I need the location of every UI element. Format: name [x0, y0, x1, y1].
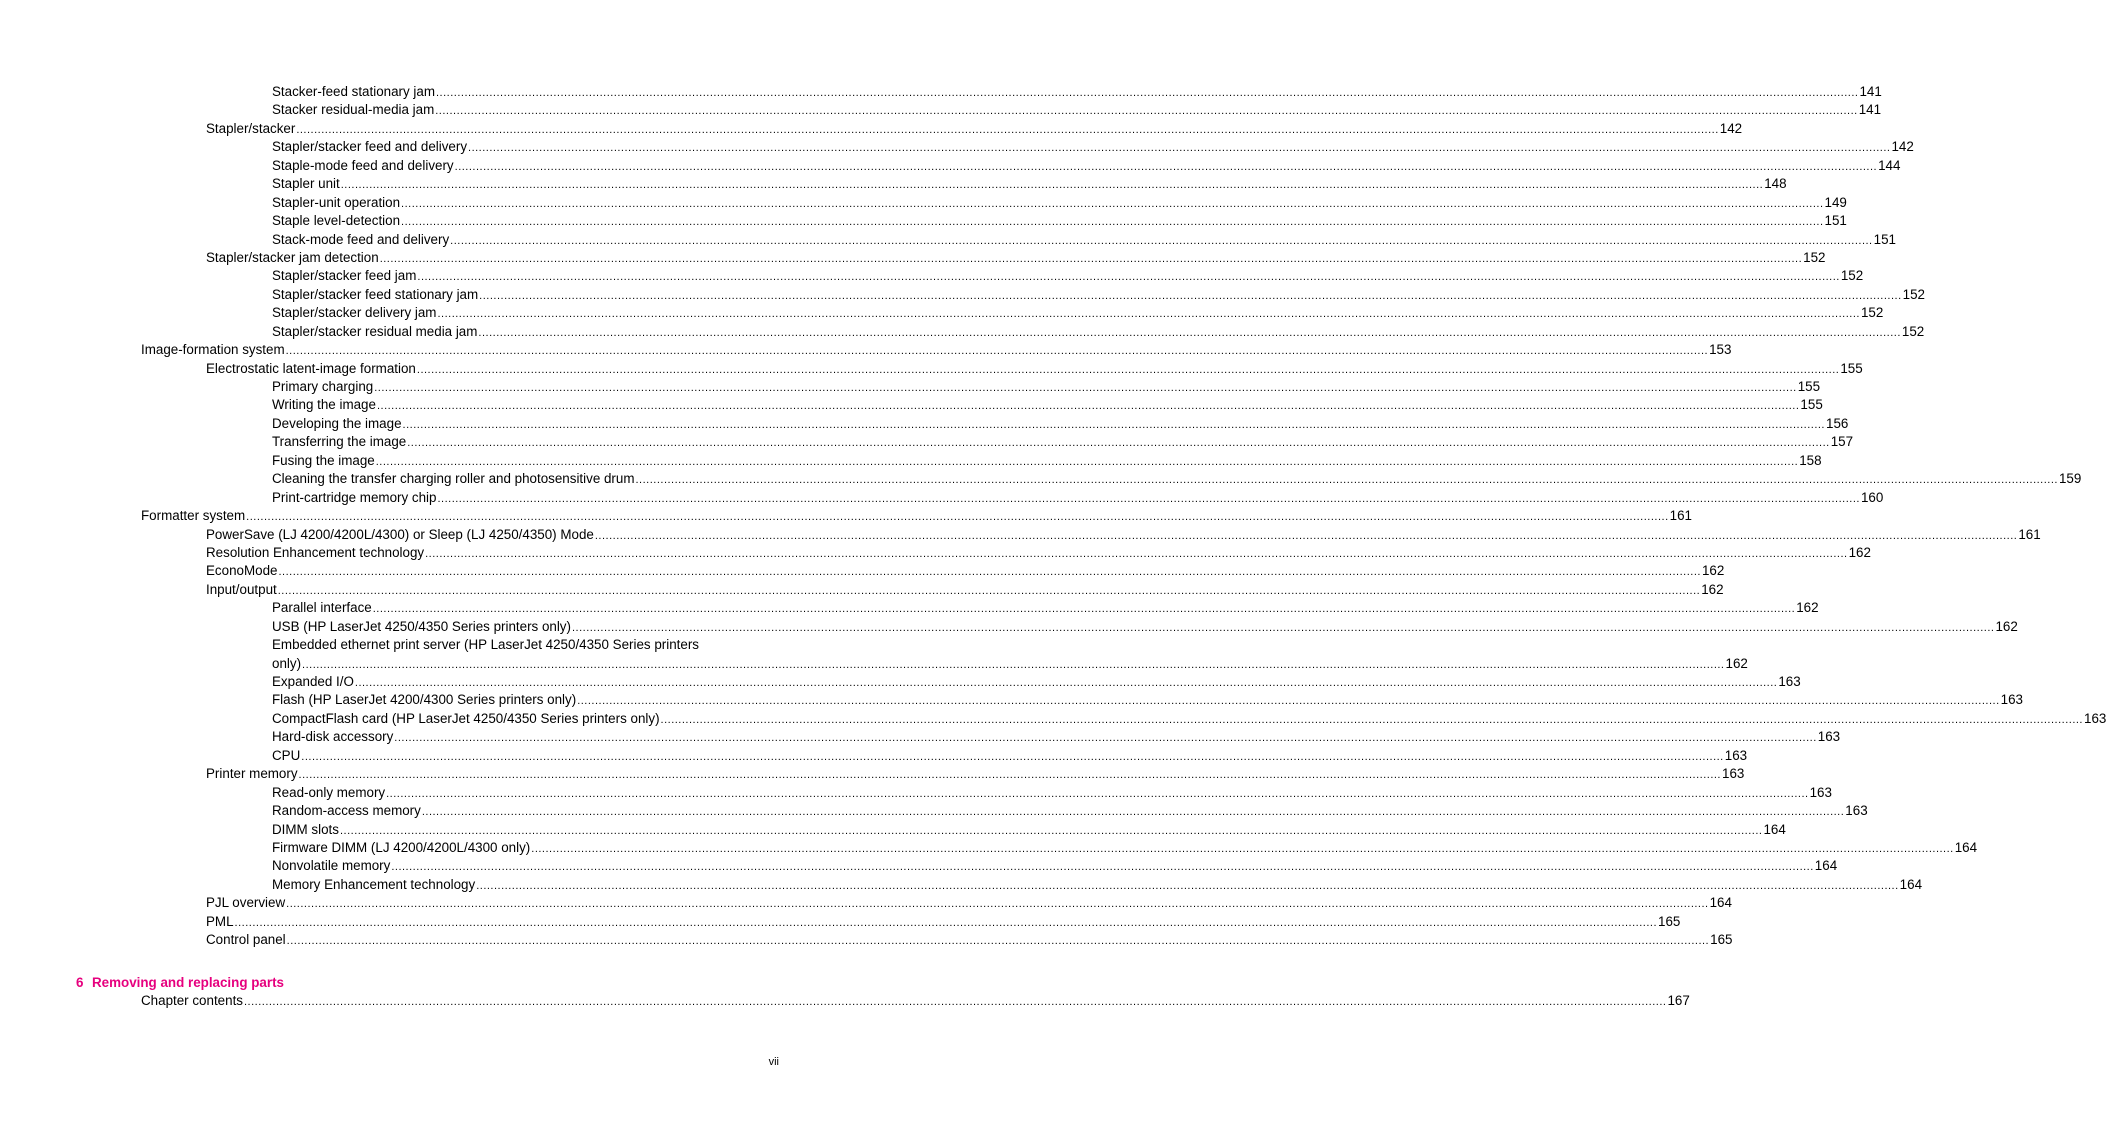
- toc-entry-page: 156: [1826, 415, 1849, 431]
- toc-entry-line: [272, 157, 1901, 176]
- toc-entry[interactable]: [0, 120, 1743, 138]
- toc-entry-title: CompactFlash card (HP LaserJet 4250/4350 Series printers only): [272, 710, 660, 726]
- toc-entry-title: Flash (HP LaserJet 4200/4300 Series printers only): [272, 692, 577, 708]
- toc-entry-title: EconoMode: [206, 563, 278, 579]
- toc-entry[interactable]: [0, 249, 1826, 267]
- toc-entry-title: PowerSave (LJ 4200/4200L/4300) or Sleep (LJ 4250/4350) Mode: [206, 526, 594, 542]
- toc-entry[interactable]: [0, 304, 1884, 322]
- dot-leader: ................................................................................................................................................................................................................................................................................................................................................................................................................: [437, 308, 1860, 321]
- toc-entry-line: [206, 765, 1745, 784]
- toc-entry-page: 155: [1800, 397, 1823, 413]
- toc-entry-page: 160: [1860, 489, 1884, 505]
- toc-entry[interactable]: [0, 857, 1838, 875]
- toc-entry-page: 142: [1891, 139, 1914, 155]
- toc-entry-page: 162: [1796, 600, 1819, 616]
- toc-entry[interactable]: [0, 526, 2041, 544]
- toc-entry-title: DIMM slots: [272, 821, 339, 837]
- toc-entry-page: 163: [1778, 674, 1801, 690]
- dot-leader: ................................................................................................................................................................................................................................................................................................................................................................................................................: [278, 566, 1701, 579]
- dot-leader: ................................................................................................................................................................................................................................................................................................................................................................................................................: [468, 142, 1891, 155]
- section-spacer: [0, 950, 843, 974]
- toc-entry-page: 163: [1845, 803, 1868, 819]
- toc-entry-title: PML: [206, 913, 234, 929]
- toc-entry-page: 162: [1995, 618, 2018, 634]
- toc-entry-line: [272, 728, 1841, 747]
- toc-entry-line: [272, 396, 1823, 415]
- toc-entry[interactable]: [0, 992, 1690, 1010]
- dot-leader: ................................................................................................................................................................................................................................................................................................................................................................................................................: [454, 160, 1878, 173]
- toc-entry[interactable]: [0, 138, 1914, 156]
- toc-entry-page: 149: [1824, 194, 1847, 210]
- toc-entry-page: 155: [1797, 379, 1821, 394]
- toc-entry-title: Input/output: [206, 581, 277, 597]
- toc-entry-title: Image-formation system: [141, 342, 285, 358]
- toc-entry-title: Expanded I/O: [272, 674, 354, 690]
- dot-leader: ................................................................................................................................................................................................................................................................................................................................................................................................................: [285, 345, 1709, 358]
- toc-entry-title: Formatter system: [141, 508, 246, 524]
- toc-entry-line: [206, 581, 1724, 600]
- toc-entry-page: 165: [1658, 913, 1681, 929]
- toc-entry[interactable]: [0, 83, 1882, 101]
- toc-entry[interactable]: [0, 765, 1745, 783]
- toc-entry-page: 144: [1878, 157, 1901, 173]
- dot-leader: ................................................................................................................................................................................................................................................................................................................................................................................................................: [401, 197, 1824, 210]
- dot-leader: ................................................................................................................................................................................................................................................................................................................................................................................................................: [286, 898, 1709, 911]
- toc-entry-page: 151: [1873, 231, 1896, 247]
- dot-leader: ................................................................................................................................................................................................................................................................................................................................................................................................................: [416, 363, 1840, 376]
- toc-entry-line: [272, 304, 1884, 323]
- toc-entry-page: 163: [1817, 729, 1841, 745]
- toc-entry-page: 162: [1701, 581, 1724, 597]
- toc-entry[interactable]: [0, 267, 1864, 285]
- toc-entry-line: [272, 378, 1821, 397]
- toc-entry-page: 152: [1803, 249, 1826, 265]
- toc-entry[interactable]: [0, 581, 1724, 599]
- dot-leader: ................................................................................................................................................................................................................................................................................................................................................................................................................: [339, 824, 1763, 837]
- toc-entry-title: PJL overview: [206, 895, 286, 911]
- toc-entry-line: [272, 710, 2106, 729]
- dot-leader: ................................................................................................................................................................................................................................................................................................................................................................................................................: [577, 695, 2000, 708]
- toc-entry-line: [206, 562, 1725, 581]
- toc-entry[interactable]: [0, 212, 1847, 230]
- toc-entry-title: Staple-mode feed and delivery: [272, 157, 454, 173]
- toc-entry-line: [206, 931, 1733, 950]
- toc-entry-line: [272, 655, 1748, 674]
- toc-entry-line: [272, 673, 1801, 692]
- dot-leader: ................................................................................................................................................................................................................................................................................................................................................................................................................: [277, 584, 1701, 597]
- toc-entry-page: 162: [1725, 655, 1748, 671]
- toc-entry-title: Read-only memory: [272, 784, 386, 800]
- toc-entry-title: Stapler/stacker feed and delivery: [272, 139, 468, 155]
- toc-entry-page: 163: [2084, 710, 2106, 726]
- toc-entry[interactable]: [0, 175, 1787, 193]
- toc-entry-title: Stacker residual-media jam: [272, 102, 435, 118]
- toc-entry-page: 161: [2018, 526, 2041, 542]
- toc-entry-title: Random-access memory: [272, 803, 421, 819]
- toc-entry[interactable]: [0, 747, 1748, 765]
- dot-leader: ................................................................................................................................................................................................................................................................................................................................................................................................................: [301, 750, 1724, 763]
- toc-entry-title: Firmware DIMM (LJ 4200/4200L/4300 only): [272, 839, 531, 855]
- toc-entry[interactable]: [0, 157, 1901, 175]
- toc-entry[interactable]: [0, 378, 1821, 396]
- dot-leader: ................................................................................................................................................................................................................................................................................................................................................................................................................: [437, 492, 1860, 505]
- toc-entry-title: Control panel: [206, 932, 286, 948]
- toc-entry-title: Stapler/stacker feed stationary jam: [272, 286, 479, 302]
- toc-entry-line: [272, 175, 1787, 194]
- dot-leader: ................................................................................................................................................................................................................................................................................................................................................................................................................: [635, 474, 2058, 487]
- chapter-number: 6: [76, 974, 84, 990]
- toc-entry-title: Stapler/stacker: [206, 120, 296, 136]
- toc-entry[interactable]: [0, 839, 1978, 857]
- toc-entry-page: 163: [2000, 692, 2023, 708]
- toc-entry-page: 164: [1899, 876, 1923, 892]
- toc-entry[interactable]: [0, 691, 2023, 709]
- toc-entry-title: Primary charging: [272, 379, 374, 394]
- toc-entry-title: USB (HP LaserJet 4250/4350 Series printers only): [272, 618, 571, 634]
- toc-entry-page: 153: [1709, 342, 1732, 358]
- toc-entry-page: 158: [1799, 452, 1822, 468]
- toc-entry[interactable]: [0, 507, 1692, 525]
- toc-entry-page: 141: [1859, 84, 1882, 99]
- toc-entry-page: 151: [1824, 213, 1847, 229]
- toc-entry-title: Stacker-feed stationary jam: [272, 84, 435, 99]
- dot-leader: ................................................................................................................................................................................................................................................................................................................................................................................................................: [246, 511, 1669, 524]
- toc-entry-page: 162: [1848, 544, 1871, 560]
- toc-entry-line: [272, 286, 1925, 305]
- toc-entry[interactable]: [0, 802, 1868, 820]
- dot-leader: ................................................................................................................................................................................................................................................................................................................................................................................................................: [286, 935, 1710, 948]
- toc-entry-line: [206, 120, 1743, 139]
- toc-entry-line: [272, 267, 1864, 286]
- toc-entry-title: Stapler unit: [272, 176, 340, 192]
- toc-entry-title: Cleaning the transfer charging roller and photosensitive drum: [272, 471, 635, 487]
- toc-entry-line: [272, 231, 1896, 250]
- toc-entry-title: Print-cartridge memory chip: [272, 489, 437, 505]
- dot-leader: ................................................................................................................................................................................................................................................................................................................................................................................................................: [375, 455, 1799, 468]
- page-number: vii: [768, 1056, 779, 1068]
- toc-entry-title: Staple level-detection: [272, 213, 401, 229]
- dot-leader: ................................................................................................................................................................................................................................................................................................................................................................................................................: [571, 621, 1995, 634]
- toc-entry[interactable]: [0, 913, 1681, 931]
- toc-entry-page: 155: [1840, 360, 1863, 376]
- toc-entry-page: 152: [1902, 286, 1925, 302]
- toc-entry-page: 152: [1860, 305, 1884, 321]
- toc-entry-title: Embedded ethernet print server (HP LaserJet 4250/4350 Series printers: [272, 637, 700, 653]
- toc-entry-line: [272, 83, 1882, 102]
- toc-entry[interactable]: [0, 673, 1801, 691]
- toc-entry-line: [272, 433, 1854, 452]
- dot-leader: ................................................................................................................................................................................................................................................................................................................................................................................................................: [435, 105, 1858, 118]
- toc-entry[interactable]: [0, 636, 1748, 673]
- dot-leader: ................................................................................................................................................................................................................................................................................................................................................................................................................: [531, 842, 1954, 855]
- toc-entry[interactable]: [0, 784, 1832, 802]
- toc-entry[interactable]: [0, 433, 1854, 451]
- dot-leader: ................................................................................................................................................................................................................................................................................................................................................................................................................: [425, 547, 1848, 560]
- toc-entry-line: [272, 691, 2023, 710]
- toc-entries: [0, 83, 2106, 950]
- toc-entry[interactable]: [0, 728, 1841, 746]
- toc-entry[interactable]: [0, 562, 1725, 580]
- dot-leader: ................................................................................................................................................................................................................................................................................................................................................................................................................: [234, 916, 1658, 929]
- toc-entry-title: Chapter contents: [141, 993, 243, 1009]
- toc-entry-line: [206, 913, 1681, 932]
- toc-entry[interactable]: [0, 360, 1863, 378]
- dot-leader: ................................................................................................................................................................................................................................................................................................................................................................................................................: [354, 677, 1778, 690]
- toc-entry-page: 152: [1840, 268, 1864, 284]
- dot-leader: ................................................................................................................................................................................................................................................................................................................................................................................................................: [479, 289, 1902, 302]
- dot-leader: ................................................................................................................................................................................................................................................................................................................................................................................................................: [340, 179, 1764, 192]
- dot-leader: ................................................................................................................................................................................................................................................................................................................................................................................................................: [660, 713, 2083, 726]
- toc-entry-page: 148: [1764, 176, 1787, 192]
- toc-entry-page: 142: [1719, 120, 1743, 136]
- toc-entry-line: [206, 526, 2041, 545]
- toc-entry[interactable]: [0, 101, 1882, 119]
- toc-entry-page: 162: [1701, 563, 1725, 579]
- dot-leader: ................................................................................................................................................................................................................................................................................................................................................................................................................: [374, 382, 1797, 394]
- toc-entry-line: [272, 194, 1847, 213]
- toc-entry-title: Hard-disk accessory: [272, 729, 394, 745]
- dot-leader: ................................................................................................................................................................................................................................................................................................................................................................................................................: [298, 769, 1721, 782]
- toc-entry[interactable]: [0, 489, 1884, 507]
- toc-entry-line: [206, 544, 1871, 563]
- dot-leader: ................................................................................................................................................................................................................................................................................................................................................................................................................: [296, 123, 1719, 136]
- toc-entry-title: Stapler/stacker delivery jam: [272, 305, 437, 321]
- toc-entry-line: [272, 876, 1923, 895]
- toc-entry-title: Resolution Enhancement technology: [206, 544, 425, 560]
- toc-entry-line: [141, 507, 1692, 526]
- toc-entry-title: Stack-mode feed and delivery: [272, 231, 450, 247]
- toc-entry-page: 157: [1830, 434, 1854, 450]
- toc-entry-page: 163: [1809, 784, 1832, 800]
- toc-entry[interactable]: [0, 396, 1823, 414]
- toc-entry-title: CPU: [272, 747, 301, 763]
- toc-entry-line: [272, 101, 1882, 120]
- toc-entry-title: Printer memory: [206, 766, 298, 782]
- toc-entry-title: Memory Enhancement technology: [272, 876, 476, 892]
- toc-entry-page: 167: [1667, 993, 1690, 1009]
- toc-entry-line: [272, 857, 1838, 876]
- toc-entry-title: Stapler-unit operation: [272, 194, 401, 210]
- dot-leader: ................................................................................................................................................................................................................................................................................................................................................................................................................: [372, 603, 1796, 616]
- toc-entry[interactable]: [0, 876, 1923, 894]
- toc-entry-line: [206, 894, 1732, 913]
- dot-leader: ................................................................................................................................................................................................................................................................................................................................................................................................................: [407, 437, 1830, 450]
- toc-entry[interactable]: [0, 894, 1732, 912]
- toc-entry[interactable]: [0, 323, 1925, 341]
- dot-leader: ................................................................................................................................................................................................................................................................................................................................................................................................................: [376, 400, 1800, 413]
- toc-entry-page: 164: [1709, 895, 1732, 911]
- toc-entry-title: Fusing the image: [272, 452, 375, 468]
- dot-leader: ................................................................................................................................................................................................................................................................................................................................................................................................................: [436, 87, 1859, 99]
- toc-entry-title: Stapler/stacker jam detection: [206, 249, 379, 265]
- dot-leader: ................................................................................................................................................................................................................................................................................................................................................................................................................: [391, 861, 1814, 874]
- toc-entry-line: [272, 489, 1884, 508]
- toc-entry-line: [272, 599, 1819, 618]
- toc-entry-title: Parallel interface: [272, 600, 372, 616]
- dot-leader: ................................................................................................................................................................................................................................................................................................................................................................................................................: [401, 216, 1824, 229]
- toc-entry-title: Developing the image: [272, 415, 402, 431]
- toc-entry-line: [141, 992, 1690, 1011]
- toc-entry-title: Nonvolatile memory: [272, 858, 391, 874]
- dot-leader: ................................................................................................................................................................................................................................................................................................................................................................................................................: [594, 529, 2018, 542]
- toc-entry-page: 164: [1763, 821, 1786, 837]
- toc-entry[interactable]: [0, 710, 2106, 728]
- toc-entry-title: Transferring the image: [272, 434, 407, 450]
- table-of-contents: [0, 83, 2106, 1010]
- toc-entry[interactable]: [0, 470, 2082, 488]
- dot-leader: ................................................................................................................................................................................................................................................................................................................................................................................................................: [302, 658, 1725, 671]
- toc-entry-line: [272, 784, 1832, 803]
- toc-entry[interactable]: [0, 415, 1849, 433]
- toc-entry-line: [272, 138, 1914, 157]
- toc-entry-page: 165: [1710, 932, 1733, 948]
- toc-entry[interactable]: [0, 341, 1732, 359]
- toc-entry-line: [272, 212, 1847, 231]
- toc-entry-line: [206, 360, 1863, 379]
- chapter-heading[interactable]: [0, 974, 843, 992]
- toc-entry[interactable]: [0, 821, 1786, 839]
- toc-entry-page: 152: [1901, 323, 1925, 339]
- toc-entry-line: [206, 249, 1826, 268]
- toc-entry[interactable]: [0, 931, 1733, 949]
- toc-entry-page: 163: [1722, 766, 1745, 782]
- toc-entry-page: 164: [1954, 839, 1978, 855]
- dot-leader: ................................................................................................................................................................................................................................................................................................................................................................................................................: [386, 787, 1809, 800]
- toc-entry-line: [272, 452, 1822, 471]
- dot-leader: ................................................................................................................................................................................................................................................................................................................................................................................................................: [476, 879, 1899, 892]
- toc-entry-line: [272, 618, 2018, 637]
- toc-entry-title: Electrostatic latent-image formation: [206, 360, 416, 376]
- toc-entry-line: [272, 821, 1786, 840]
- toc-entry-title-continued: only): [272, 655, 302, 671]
- toc-entry[interactable]: [0, 194, 1847, 212]
- toc-entry-line: [272, 470, 2082, 489]
- dot-leader: ................................................................................................................................................................................................................................................................................................................................................................................................................: [243, 996, 1667, 1009]
- toc-entry-page: 161: [1669, 508, 1692, 524]
- toc-entry-page: 141: [1858, 102, 1882, 118]
- toc-entry[interactable]: [0, 599, 1819, 617]
- toc-entry-line: [272, 323, 1925, 342]
- dot-leader: ................................................................................................................................................................................................................................................................................................................................................................................................................: [478, 326, 1901, 339]
- toc-entry-page: 159: [2058, 471, 2082, 487]
- toc-entry[interactable]: [0, 452, 1822, 470]
- toc-entry-page: 164: [1814, 858, 1838, 874]
- toc-entry[interactable]: [0, 286, 1925, 304]
- dot-leader: ................................................................................................................................................................................................................................................................................................................................................................................................................: [417, 271, 1840, 284]
- dot-leader: ................................................................................................................................................................................................................................................................................................................................................................................................................: [379, 252, 1803, 265]
- toc-entry-line: [272, 839, 1978, 858]
- toc-entry-title: Stapler/stacker feed jam: [272, 268, 417, 284]
- dot-leader: ................................................................................................................................................................................................................................................................................................................................................................................................................: [402, 418, 1825, 431]
- toc-entry-title: Writing the image: [272, 397, 376, 413]
- toc-entry-title: Stapler/stacker residual media jam: [272, 323, 478, 339]
- chapter-entries: [0, 992, 1690, 1010]
- toc-entry-page: 163: [1724, 747, 1748, 763]
- toc-entry-line: [141, 341, 1732, 360]
- toc-entry-line: [272, 802, 1868, 821]
- chapter-title: Removing and replacing parts: [92, 974, 284, 990]
- dot-leader: ................................................................................................................................................................................................................................................................................................................................................................................................................: [450, 234, 1873, 247]
- toc-entry[interactable]: [0, 231, 1896, 249]
- dot-leader: ................................................................................................................................................................................................................................................................................................................................................................................................................: [421, 806, 1845, 819]
- toc-entry-line: [272, 747, 1748, 766]
- toc-entry[interactable]: [0, 544, 1871, 562]
- dot-leader: ................................................................................................................................................................................................................................................................................................................................................................................................................: [394, 732, 1817, 745]
- toc-entry-line: [272, 415, 1849, 434]
- toc-entry[interactable]: [0, 618, 2018, 636]
